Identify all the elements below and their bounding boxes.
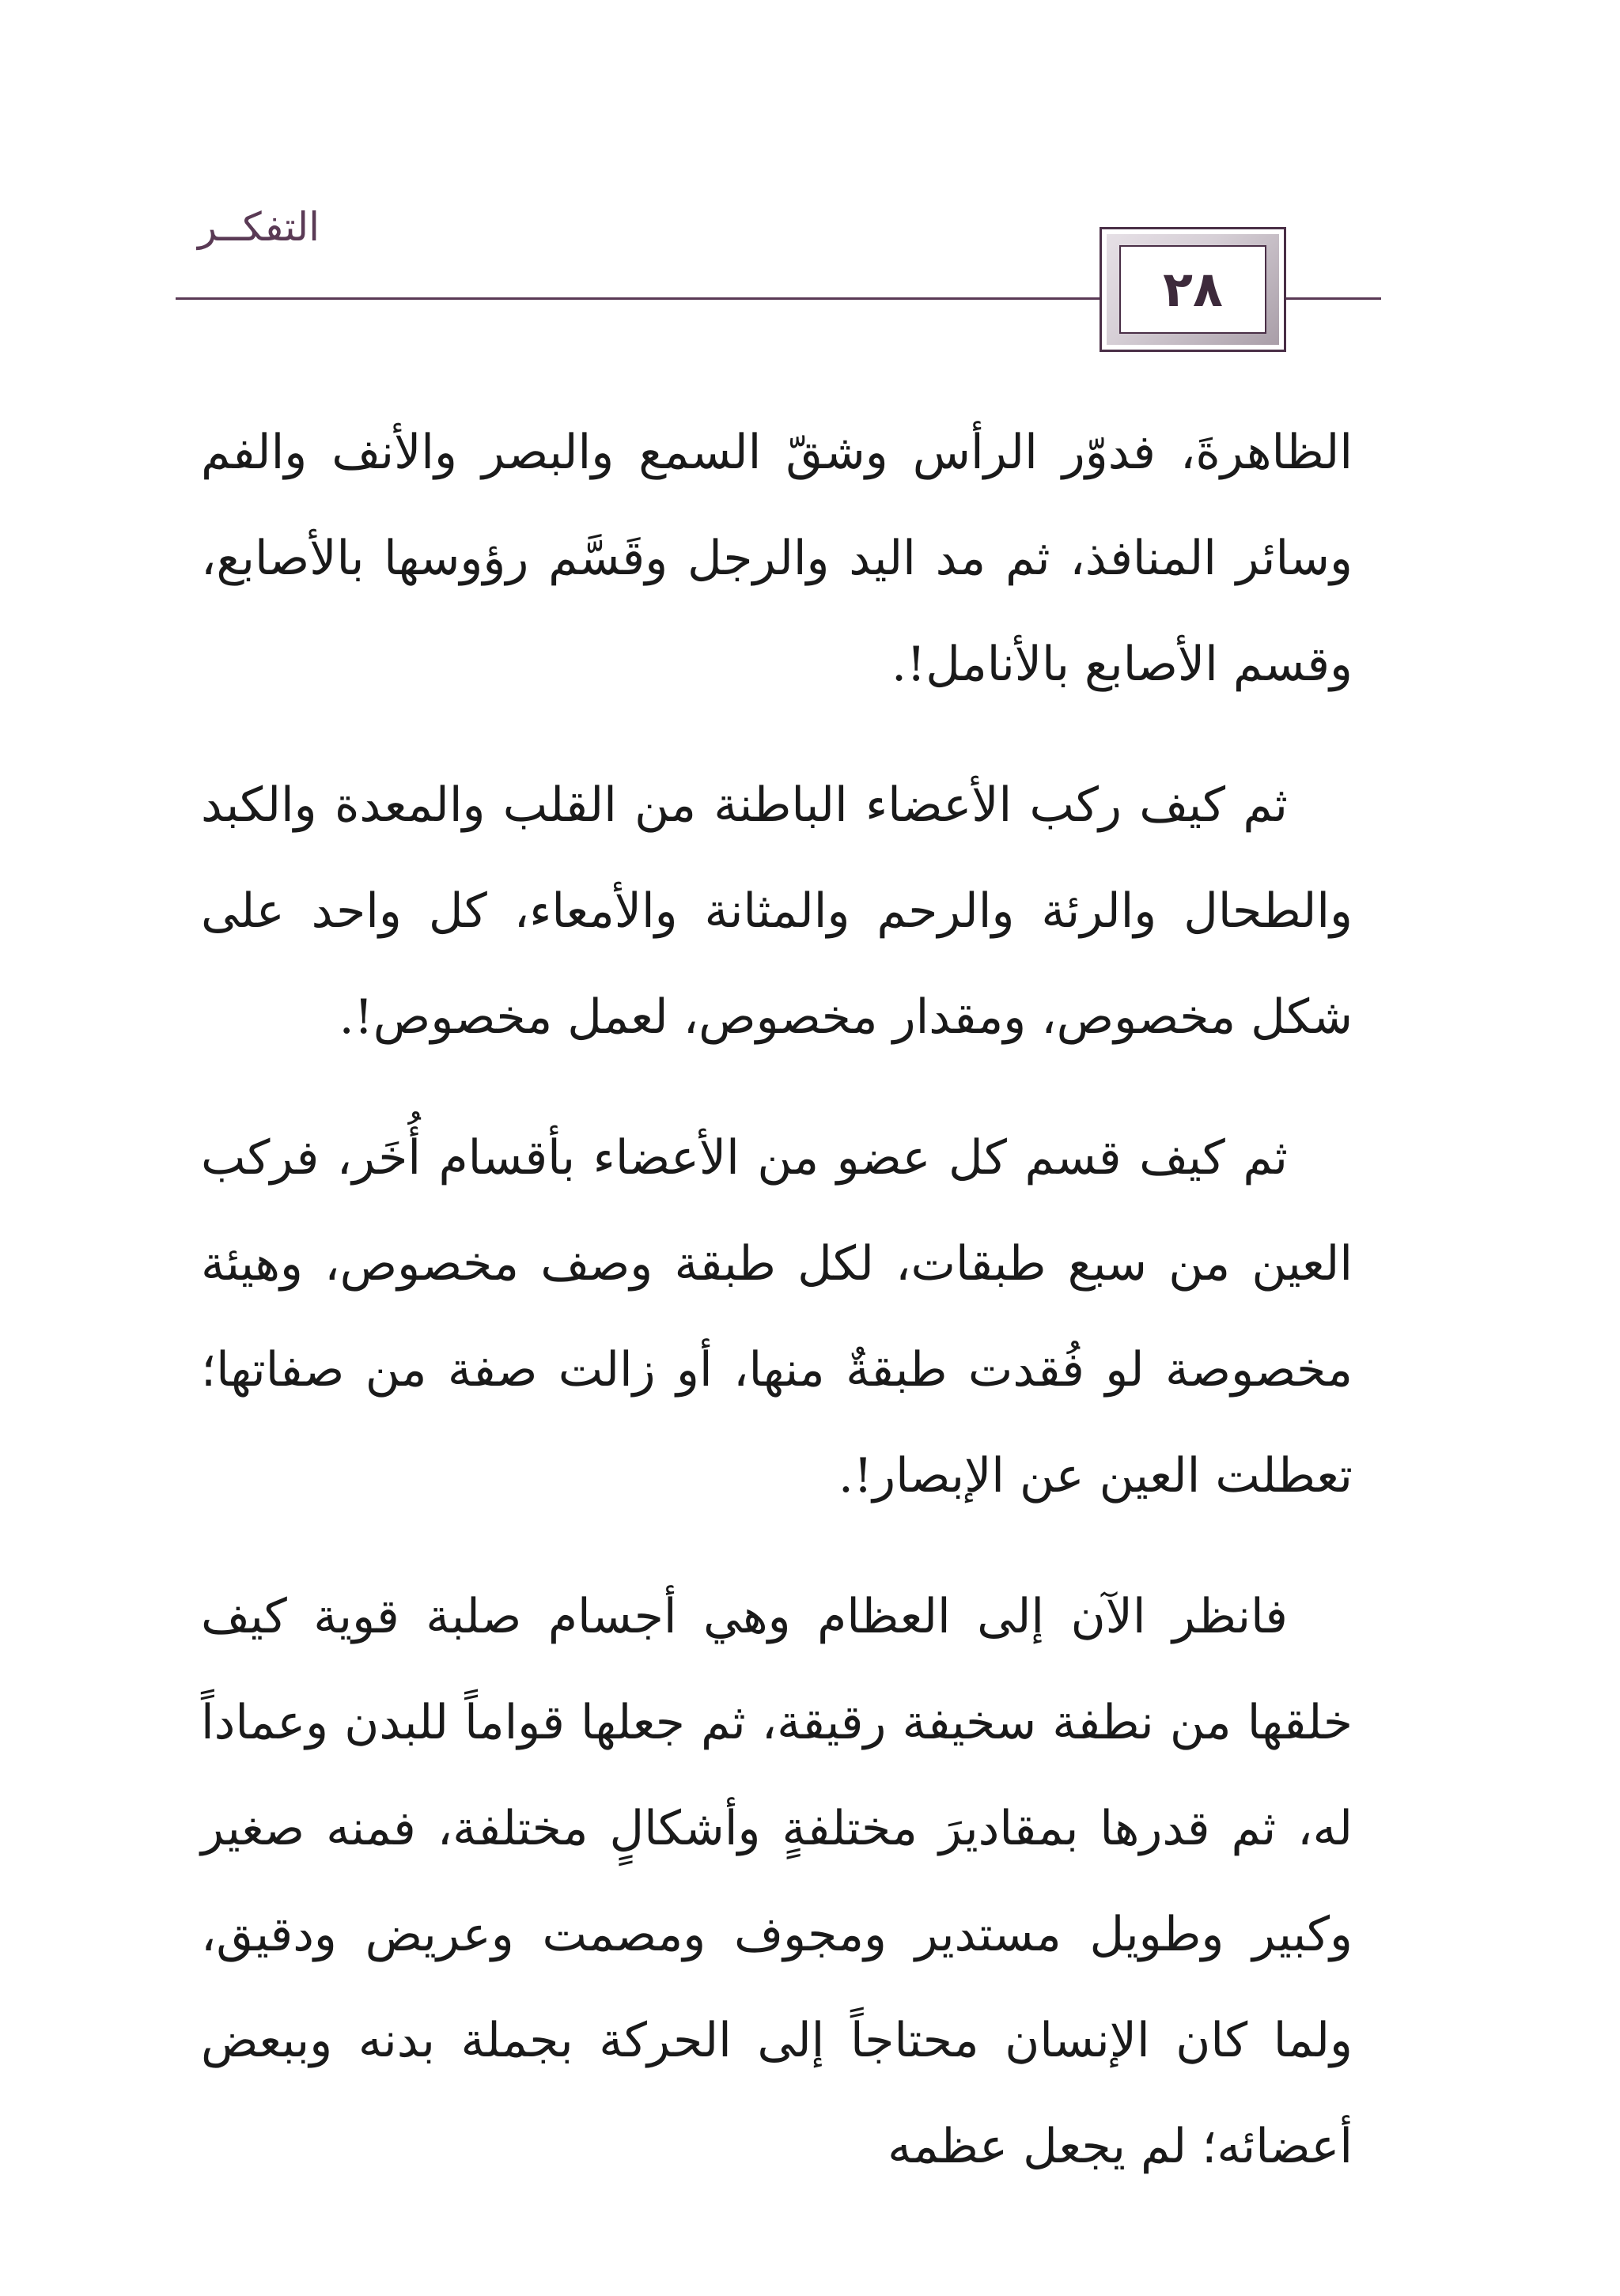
page-number: ٢٨ — [1163, 260, 1223, 318]
running-header-title: التفكــر — [198, 204, 320, 250]
paragraph: الظاهرةَ، فدوّر الرأس وشقّ السمع والبصر والأنف والفم وسائر المنافذ، ثم مد اليد والرجل وقَسَّم رؤوسها بالأصابع، وقسم الأصابع بالأنامل!. — [201, 425, 1353, 692]
page-number-inner — [1119, 245, 1266, 334]
body-text — [201, 399, 1353, 2234]
paragraph: فانظر الآن إلى العظام وهي أجسام صلبة قوية كيف خلقها من نطفة سخيفة رقيقة، ثم جعلها قواماً للبدن وعماداً له، ثم قدرها بمقاديرَ مختلفةٍ وأشكالٍ مختلفة، فمنه صغير وكبير وطويل مستدير ومجوف ومصمت وعريض ودقيق، ولما كان الإنسان محتاجاً إلى الحركة بجملة بدنه وببعض أعضائه؛ لم يجعل عظمه — [201, 1589, 1353, 2174]
page-number-box — [1100, 227, 1286, 352]
paragraph: ثم كيف ركب الأعضاء الباطنة من القلب والمعدة والكبد والطحال والرئة والرحم والمثانة والأمعاء، كل واحد على شكل مخصوص، ومقدار مخصوص، لعمل مخصوص!. — [201, 777, 1353, 1045]
paragraph: ثم كيف قسم كل عضو من الأعضاء بأقسام أُخَر، فركب العين من سبع طبقات، لكل طبقة وصف مخصوص، وهيئة مخصوصة لو فُقدت طبقةٌ منها، أو زالت صفة من صفاتها؛ تعطلت العين عن الإبصار!. — [201, 1130, 1353, 1504]
